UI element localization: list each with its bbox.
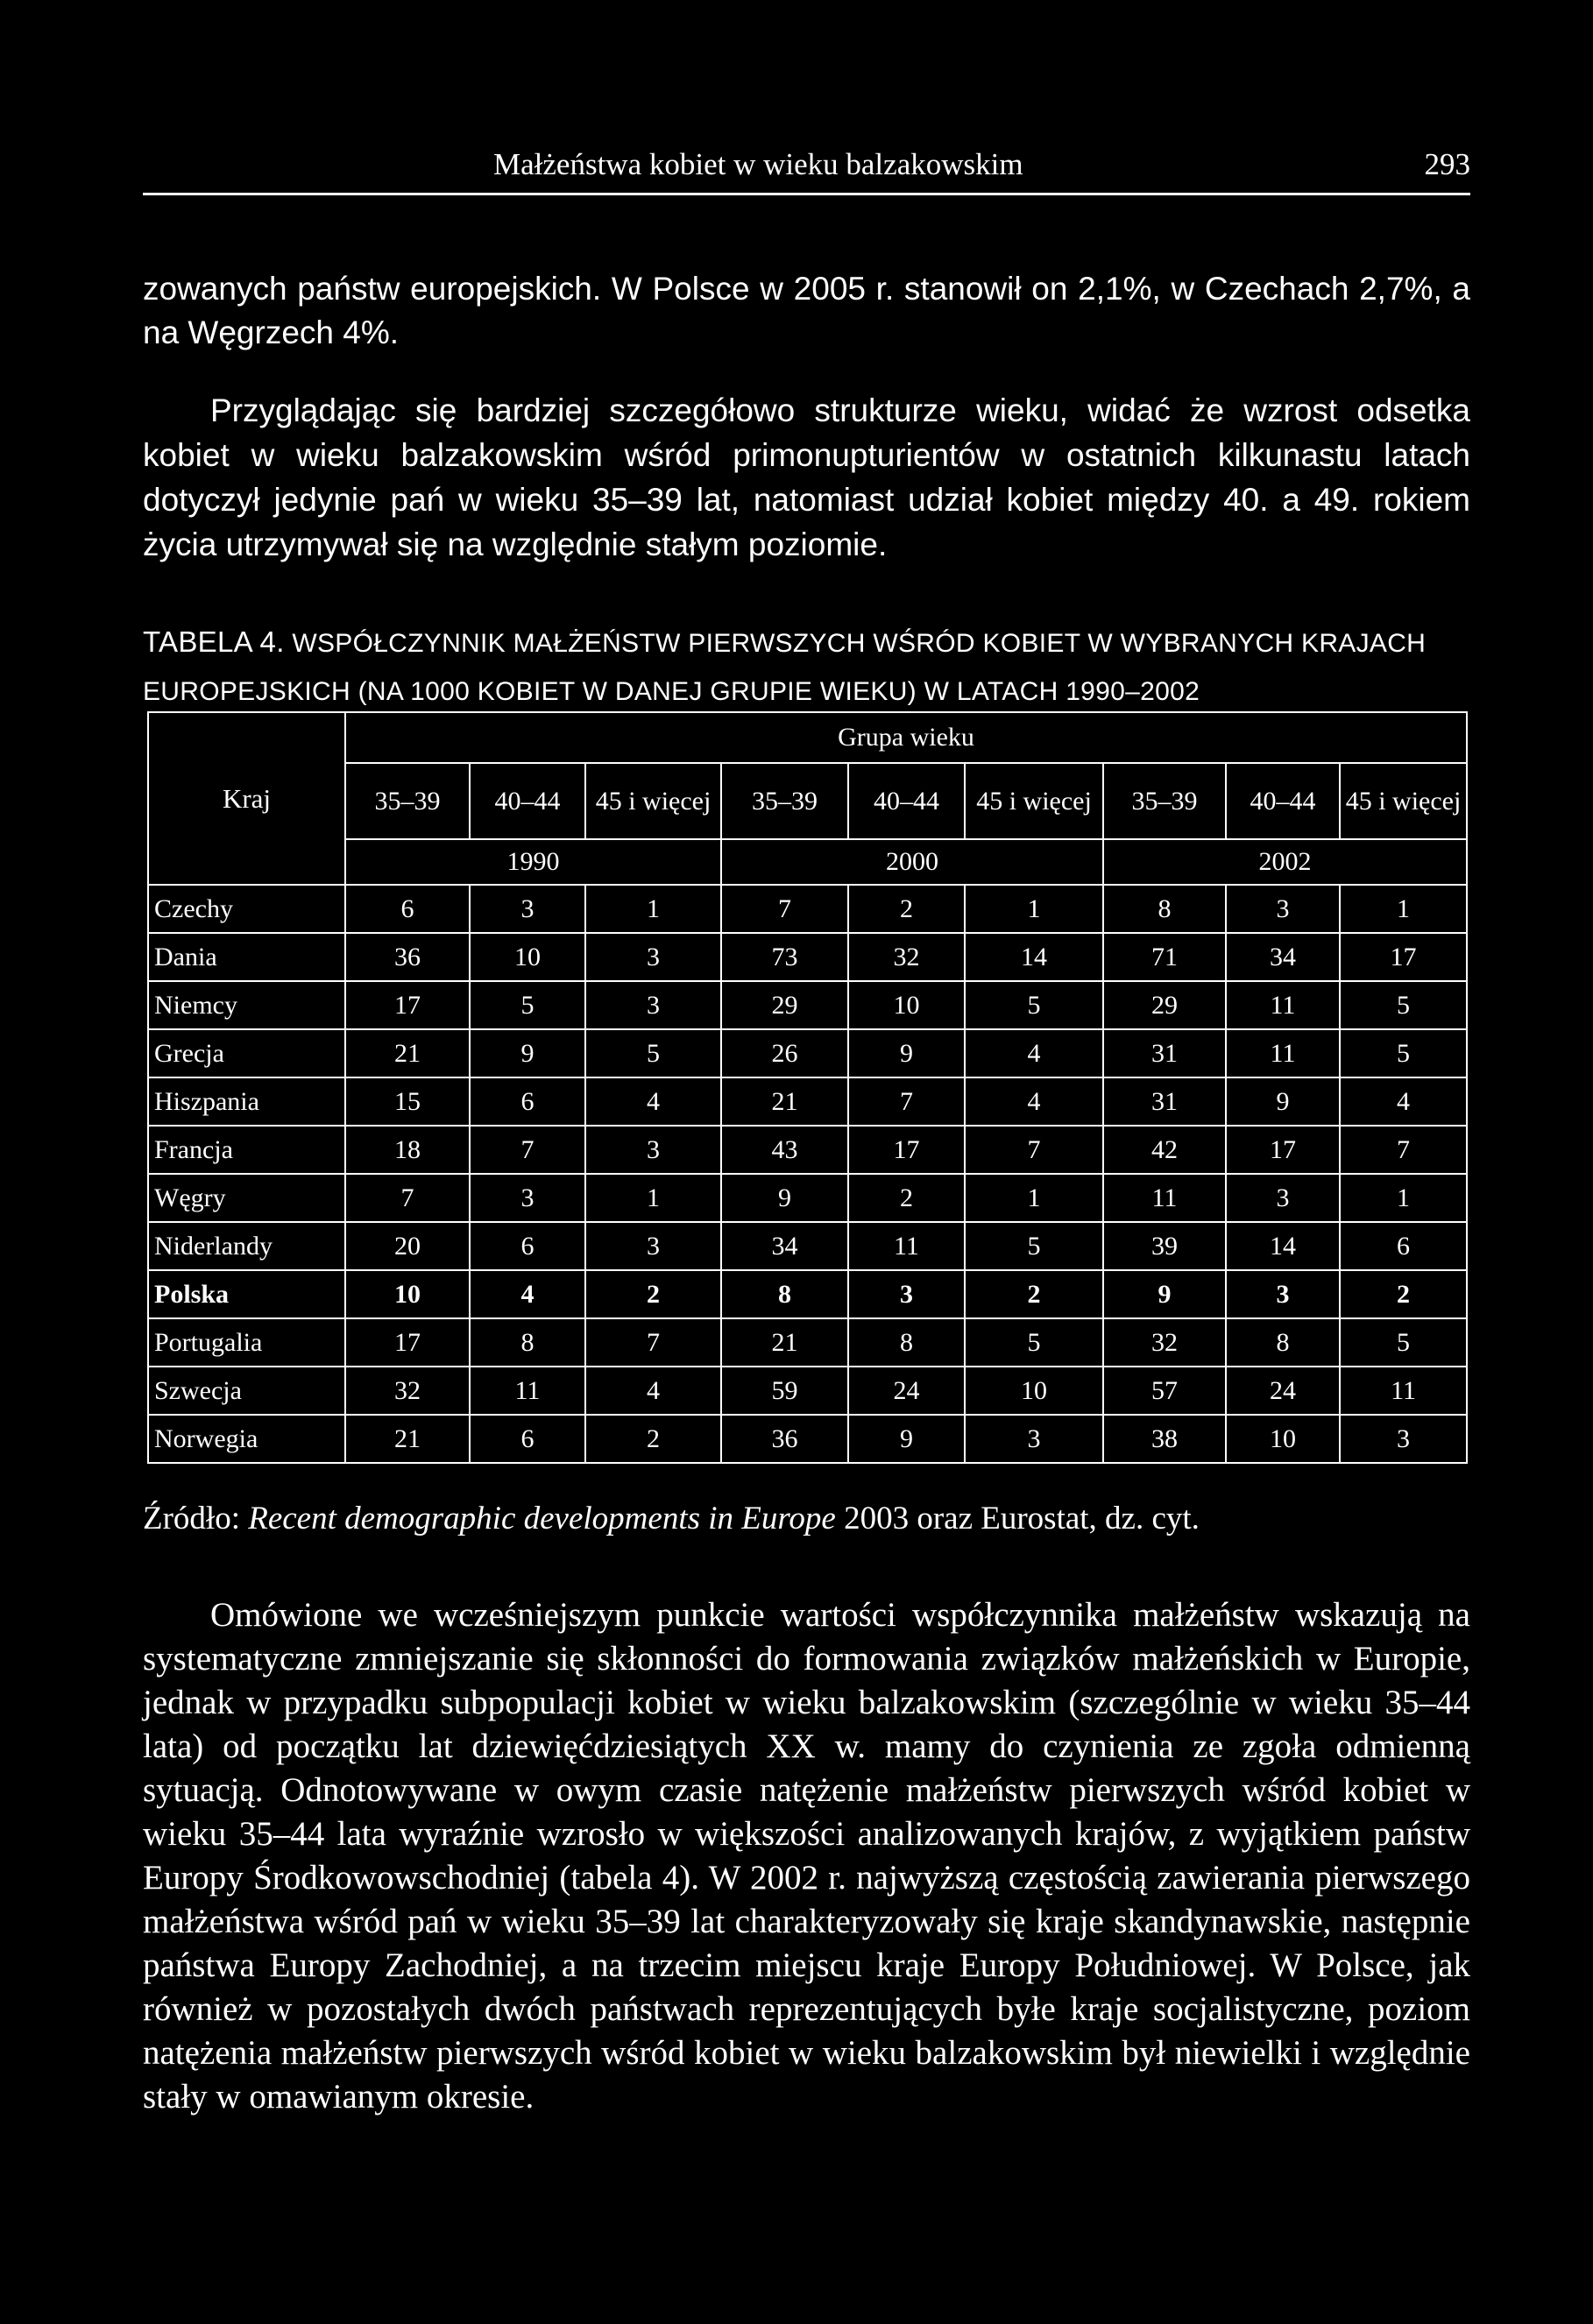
source-rest: 2003 oraz Eurostat, dz. cyt. <box>844 1501 1200 1536</box>
table-cell-value: 7 <box>585 1318 721 1367</box>
table-cell-value: 1 <box>965 1174 1103 1222</box>
table-body <box>148 885 1467 1463</box>
header-year-1990: 1990 <box>345 839 721 885</box>
table-cell-country: Polska <box>148 1270 345 1318</box>
table-cell-value: 3 <box>848 1270 965 1318</box>
table-cell-value: 10 <box>965 1367 1103 1415</box>
table-cell-value: 7 <box>470 1126 585 1174</box>
table-cell-value: 6 <box>470 1077 585 1126</box>
table-cell-value: 57 <box>1103 1367 1226 1415</box>
source-title: Recent demographic developments in Europe <box>248 1501 836 1536</box>
table-cell-value: 5 <box>585 1029 721 1077</box>
table-cell-value: 18 <box>345 1126 470 1174</box>
table-row <box>148 981 1467 1029</box>
table-cell-value: 7 <box>1340 1126 1467 1174</box>
table-cell-value: 17 <box>345 1318 470 1367</box>
table-cell-value: 2 <box>585 1270 721 1318</box>
table-cell-country: Czechy <box>148 885 345 933</box>
table-cell-value: 32 <box>848 933 965 981</box>
table-cell-value: 3 <box>1226 1270 1340 1318</box>
table-cell-value: 3 <box>585 1126 721 1174</box>
table-cell-value: 6 <box>345 885 470 933</box>
table-cell-value: 17 <box>848 1126 965 1174</box>
table-cell-value: 9 <box>1226 1077 1340 1126</box>
table-cell-value: 34 <box>721 1222 848 1270</box>
table-cell-value: 2 <box>1340 1270 1467 1318</box>
header-age-45-plus: 45 i więcej <box>585 763 721 839</box>
table-cell-country: Norwegia <box>148 1415 345 1463</box>
table-cell-value: 7 <box>345 1174 470 1222</box>
table-cell-value: 11 <box>1103 1174 1226 1222</box>
table-cell-value: 2 <box>965 1270 1103 1318</box>
table-cell-value: 3 <box>965 1415 1103 1463</box>
table-cell-value: 10 <box>848 981 965 1029</box>
table-cell-value: 11 <box>1226 1029 1340 1077</box>
table-cell-value: 11 <box>470 1367 585 1415</box>
table-cell-value: 73 <box>721 933 848 981</box>
table-cell-value: 2 <box>848 1174 965 1222</box>
paragraph-discussion: Omówione we wcześniejszym punkcie wartości współczynnika małżeństw wskazują na systematyczne zmniejszanie się skłonności do formowania związków małżeńskich w Europie, jednak w przypadku subpopulacji kobiet w wieku balzakowskim (szczególnie w wieku 35–44 lata) od początku lat dziewięćdziesiątych XX w. mamy do czynienia ze zgoła odmienną sytuacją. Odnotowywane w owym czasie natężenie małżeństw pierwszych wśród kobiet w wieku 35–44 lata wyraźnie wzrosło w większości analizowanych krajów, z wyjątkiem państw Europy Środkowowschodniej (tabela 4). W 2002 r. najwyższą częstością zawierania pierwszego małżeństwa wśród pań w wieku 35–39 lat charakteryzowały się kraje skandynawskie, następnie państwa Europy Zachodniej, a na trzecim miejscu kraje Europy Południowej. W Polsce, jak również w pozostałych dwóch państwach reprezentujących byłe kraje socjalistyczne, poziom natężenia małżeństw pierwszych wśród kobiet w wieku balzakowskim był niewielki i względnie stały w omawianym okresie. <box>143 1596 1470 2116</box>
table-cell-value: 3 <box>585 933 721 981</box>
table-cell-value: 11 <box>1226 981 1340 1029</box>
table-cell-value: 3 <box>585 981 721 1029</box>
header-age-45-plus: 45 i więcej <box>965 763 1103 839</box>
table-cell-value: 6 <box>1340 1222 1467 1270</box>
table-cell-value: 1 <box>965 885 1103 933</box>
table-cell-value: 11 <box>1340 1367 1467 1415</box>
running-title: Małżeństwa kobiet w wieku balzakowskim <box>493 147 1023 181</box>
table-row <box>148 1367 1467 1415</box>
table-cell-value: 15 <box>345 1077 470 1126</box>
table-cell-value: 9 <box>848 1029 965 1077</box>
table-cell-value: 2 <box>848 885 965 933</box>
table-cell-value: 11 <box>848 1222 965 1270</box>
table-cell-country: Węgry <box>148 1174 345 1222</box>
table-cell-value: 17 <box>345 981 470 1029</box>
header-age-35-39: 35–39 <box>721 763 848 839</box>
table-cell-value: 9 <box>470 1029 585 1077</box>
header-age-35-39: 35–39 <box>1103 763 1226 839</box>
source-label: Źródło: <box>143 1501 240 1536</box>
table-cell-value: 5 <box>1340 1029 1467 1077</box>
table-cell-value: 21 <box>345 1029 470 1077</box>
paragraph-intro: zowanych państw europejskich. W Polsce w 2005 r. stanowił on 2,1%, w Czechach 2,7%, a na Węgrzech 4%. <box>143 271 1470 350</box>
page-number: 293 <box>1424 147 1470 181</box>
header-age-group: Grupa wieku <box>345 712 1467 763</box>
table-cell-value: 5 <box>965 981 1103 1029</box>
table-cell-value: 9 <box>1103 1270 1226 1318</box>
table-row <box>148 1126 1467 1174</box>
table-cell-value: 17 <box>1226 1126 1340 1174</box>
header-country: Kraj <box>148 712 345 885</box>
table-cell-value: 32 <box>345 1367 470 1415</box>
table-cell-value: 34 <box>1226 933 1340 981</box>
paragraph-age-structure: Przyglądając się bardziej szczegółowo strukturze wieku, widać że wzrost odsetka kobiet w wieku balzakowskim wśród primonupturientów w ostatnich kilkunastu latach dotyczył jedynie pań w wieku 35–39 lat, natomiast udział kobiet między 40. a 49. rokiem życia utrzymywał się na względnie stałym poziomie. <box>143 392 1470 562</box>
table-cell-value: 32 <box>1103 1318 1226 1367</box>
table-cell-value: 1 <box>1340 885 1467 933</box>
table-cell-value: 17 <box>1340 933 1467 981</box>
header-year-2002: 2002 <box>1103 839 1467 885</box>
table-cell-value: 21 <box>721 1318 848 1367</box>
table-cell-value: 3 <box>470 1174 585 1222</box>
table-cell-value: 6 <box>470 1222 585 1270</box>
header-age-40-44: 40–44 <box>1226 763 1340 839</box>
table-cell-value: 42 <box>1103 1126 1226 1174</box>
table-cell-value: 10 <box>1226 1415 1340 1463</box>
table-cell-value: 9 <box>848 1415 965 1463</box>
table-caption-text: WSPÓŁCZYNNIK MAŁŻEŃSTW PIERWSZYCH WŚRÓD KOBIET W WYBRANYCH KRAJACH EUROPEJSKICH (NA 1000 KOBIET W DANEJ GRUPIE WIEKU) W LATACH 1990–2002 <box>143 629 1427 706</box>
table-cell-value: 1 <box>1340 1174 1467 1222</box>
table-cell-value: 10 <box>470 933 585 981</box>
table-cell-value: 43 <box>721 1126 848 1174</box>
table-cell-value: 5 <box>965 1318 1103 1367</box>
table-row <box>148 1077 1467 1126</box>
header-year-2000: 2000 <box>721 839 1103 885</box>
table-row <box>148 885 1467 933</box>
table-row <box>148 1415 1467 1463</box>
table-cell-country: Hiszpania <box>148 1077 345 1126</box>
table-cell-country: Niderlandy <box>148 1222 345 1270</box>
table-cell-value: 4 <box>965 1029 1103 1077</box>
table-cell-country: Szwecja <box>148 1367 345 1415</box>
table-row <box>148 1318 1467 1367</box>
table-cell-value: 1 <box>585 1174 721 1222</box>
table-cell-value: 3 <box>470 885 585 933</box>
table-cell-value: 4 <box>1340 1077 1467 1126</box>
table-cell-value: 3 <box>1226 885 1340 933</box>
table-cell-value: 5 <box>1340 1318 1467 1367</box>
table-caption-label: TABELA 4. <box>143 625 285 658</box>
table-cell-value: 8 <box>721 1270 848 1318</box>
table-cell-value: 39 <box>1103 1222 1226 1270</box>
table-cell-country: Dania <box>148 933 345 981</box>
table-cell-value: 20 <box>345 1222 470 1270</box>
table-cell-value: 8 <box>470 1318 585 1367</box>
table-cell-country: Niemcy <box>148 981 345 1029</box>
header-age-40-44: 40–44 <box>848 763 965 839</box>
table-cell-value: 3 <box>585 1222 721 1270</box>
table-cell-value: 26 <box>721 1029 848 1077</box>
table-cell-value: 21 <box>345 1415 470 1463</box>
table-row <box>148 1270 1467 1318</box>
table-cell-value: 8 <box>1226 1318 1340 1367</box>
header-age-40-44: 40–44 <box>470 763 585 839</box>
table-cell-value: 8 <box>1103 885 1226 933</box>
table-cell-value: 31 <box>1103 1029 1226 1077</box>
table-cell-value: 71 <box>1103 933 1226 981</box>
table-cell-value: 2 <box>585 1415 721 1463</box>
table-cell-value: 10 <box>345 1270 470 1318</box>
table-cell-value: 9 <box>721 1174 848 1222</box>
table-cell-value: 4 <box>965 1077 1103 1126</box>
table-row <box>148 933 1467 981</box>
table-cell-value: 24 <box>848 1367 965 1415</box>
table-cell-value: 24 <box>1226 1367 1340 1415</box>
table-cell-value: 1 <box>585 885 721 933</box>
header-age-35-39: 35–39 <box>345 763 470 839</box>
table-cell-value: 6 <box>470 1415 585 1463</box>
table-cell-country: Grecja <box>148 1029 345 1077</box>
table-cell-value: 29 <box>721 981 848 1029</box>
table-cell-value: 14 <box>965 933 1103 981</box>
table-cell-value: 5 <box>965 1222 1103 1270</box>
table-cell-value: 59 <box>721 1367 848 1415</box>
table-cell-country: Francja <box>148 1126 345 1174</box>
table-cell-value: 7 <box>848 1077 965 1126</box>
table-cell-value: 21 <box>721 1077 848 1126</box>
header-age-45-plus: 45 i więcej <box>1340 763 1467 839</box>
table-cell-value: 4 <box>470 1270 585 1318</box>
header-rule <box>143 193 1470 195</box>
table-source <box>143 1500 1470 1537</box>
table-row <box>148 1029 1467 1077</box>
table-cell-value: 29 <box>1103 981 1226 1029</box>
table-cell-value: 31 <box>1103 1077 1226 1126</box>
table-cell-value: 4 <box>585 1367 721 1415</box>
table-cell-value: 3 <box>1226 1174 1340 1222</box>
marriage-rate-table <box>147 711 1468 1464</box>
table-cell-value: 5 <box>470 981 585 1029</box>
table-cell-value: 7 <box>721 885 848 933</box>
table-row <box>148 1222 1467 1270</box>
table-cell-value: 4 <box>585 1077 721 1126</box>
table-caption <box>143 618 1470 716</box>
table-cell-value: 5 <box>1340 981 1467 1029</box>
table-row <box>148 1174 1467 1222</box>
table-cell-value: 3 <box>1340 1415 1467 1463</box>
table-cell-value: 7 <box>965 1126 1103 1174</box>
table-cell-value: 14 <box>1226 1222 1340 1270</box>
page-header <box>143 147 1470 191</box>
table-cell-value: 36 <box>721 1415 848 1463</box>
table-cell-value: 38 <box>1103 1415 1226 1463</box>
table-cell-country: Portugalia <box>148 1318 345 1367</box>
table-cell-value: 8 <box>848 1318 965 1367</box>
table-cell-value: 36 <box>345 933 470 981</box>
